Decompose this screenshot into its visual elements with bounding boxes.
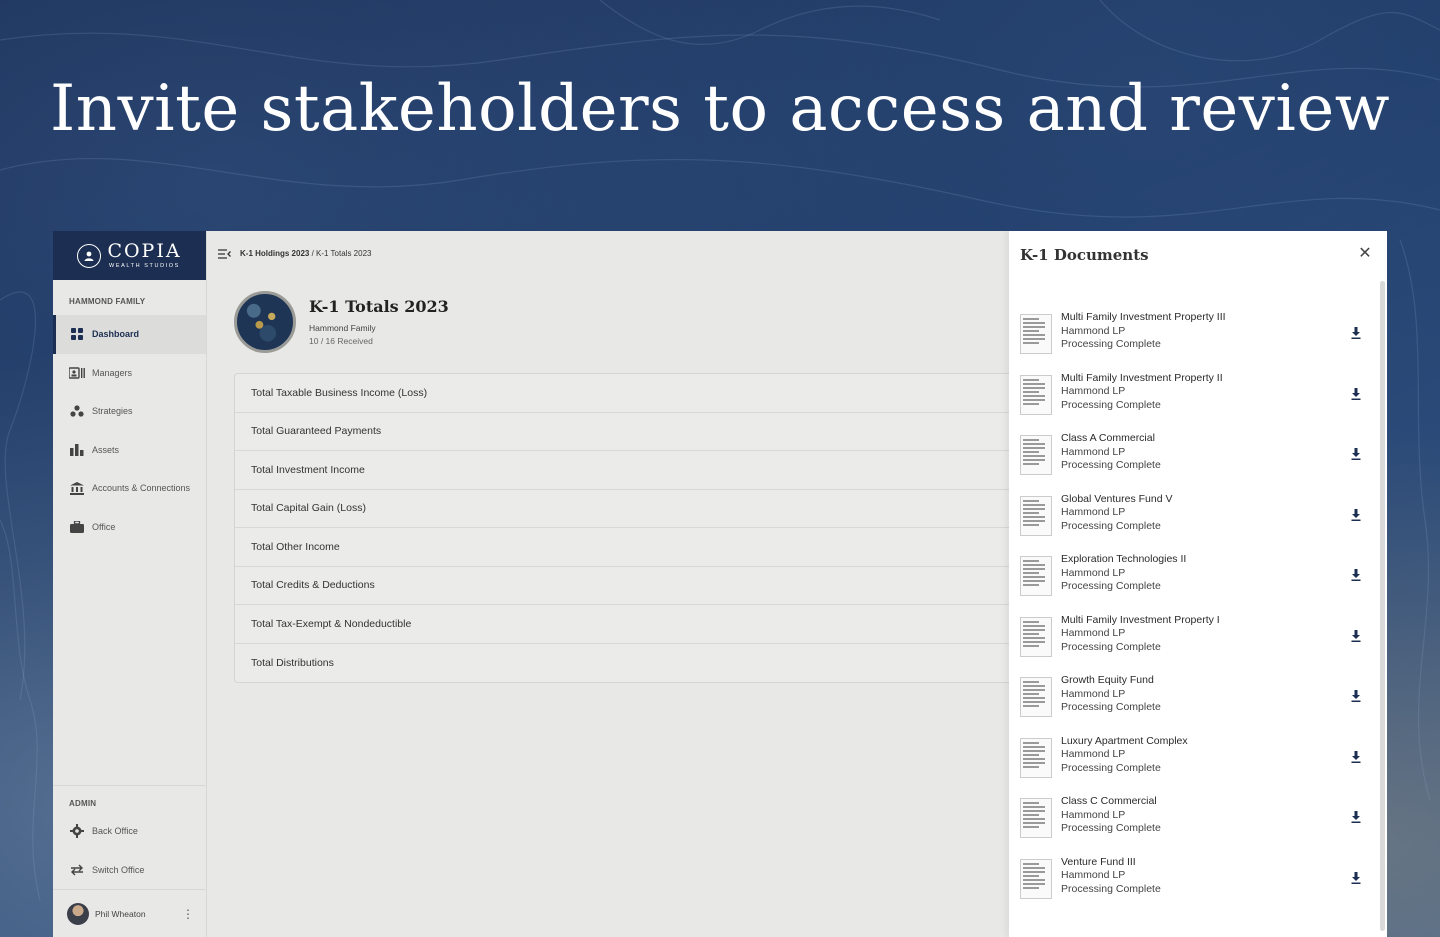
brand-seal-icon [77, 244, 101, 268]
document-entity: Hammond LP [1061, 385, 1126, 397]
document-row[interactable] [1009, 432, 1379, 493]
dashboard-icon [69, 326, 85, 342]
document-thumbnail [1020, 375, 1052, 415]
document-name: Class A Commercial [1061, 432, 1155, 444]
total-row[interactable]: Total Tax-Exempt & Nondeductible [235, 605, 1023, 644]
document-thumbnail [1020, 798, 1052, 838]
sidebar-item-office[interactable] [53, 508, 206, 547]
document-name: Luxury Apartment Complex [1061, 734, 1188, 747]
download-icon[interactable] [1349, 508, 1363, 522]
family-label: HAMMOND FAMILY [69, 297, 146, 306]
more-options-icon[interactable]: ⋮ [182, 906, 194, 921]
document-entity: Hammond LP [1061, 808, 1126, 821]
document-name: Class C Commercial [1061, 795, 1157, 807]
total-row[interactable]: Total Guaranteed Payments [235, 413, 1023, 452]
sidebar-item-label: Switch Office [92, 864, 145, 875]
document-entity: Hammond LP [1061, 566, 1126, 579]
totals-list [234, 373, 1024, 683]
document-row[interactable] [1009, 311, 1379, 372]
document-entity: Hammond LP [1061, 687, 1126, 700]
document-entity: Hammond LP [1061, 869, 1126, 881]
briefcase-icon [69, 519, 85, 535]
document-status: Processing Complete [1061, 519, 1161, 532]
gear-icon [69, 823, 85, 839]
sidebar [53, 231, 207, 937]
document-thumbnail [1020, 556, 1052, 596]
document-status: Processing Complete [1061, 882, 1161, 895]
document-status: Processing Complete [1061, 459, 1161, 471]
breadcrumb [240, 249, 371, 258]
received-count: 10 / 16 Received [309, 335, 373, 346]
document-name: Growth Equity Fund [1061, 674, 1154, 686]
document-row[interactable] [1009, 735, 1379, 796]
download-icon[interactable] [1349, 871, 1363, 885]
document-name: Global Ventures Fund V [1061, 492, 1173, 505]
sidebar-item-assets[interactable] [53, 431, 206, 470]
download-icon[interactable] [1349, 447, 1363, 461]
download-icon[interactable] [1349, 629, 1363, 643]
sidebar-item-label: Strategies [92, 406, 133, 417]
download-icon[interactable] [1349, 326, 1363, 340]
app-window [53, 231, 1387, 937]
document-row[interactable] [1009, 856, 1379, 917]
document-thumbnail [1020, 738, 1052, 778]
document-row[interactable] [1009, 614, 1379, 675]
document-status: Processing Complete [1061, 761, 1161, 774]
document-thumbnail [1020, 314, 1052, 354]
document-entity: Hammond LP [1061, 324, 1126, 337]
document-list [1009, 311, 1379, 916]
sidebar-item-label: Assets [92, 444, 120, 455]
document-thumbnail [1020, 617, 1052, 657]
user-profile[interactable] [53, 889, 206, 937]
holding-image [234, 291, 296, 353]
main-content [207, 231, 1009, 937]
document-row[interactable] [1009, 553, 1379, 614]
admin-section [53, 785, 206, 889]
document-status: Processing Complete [1061, 701, 1161, 713]
document-status: Processing Complete [1061, 580, 1161, 592]
breadcrumb-current: K-1 Totals 2023 [316, 249, 372, 258]
download-icon[interactable] [1349, 750, 1363, 764]
breadcrumb-separator: / [309, 249, 317, 258]
assets-icon [69, 442, 85, 458]
drawer-scrollbar[interactable] [1380, 281, 1385, 931]
download-icon[interactable] [1349, 810, 1363, 824]
breadcrumb-parent[interactable]: K-1 Holdings 2023 [240, 249, 310, 258]
managers-icon [69, 365, 85, 381]
topbar [207, 231, 1009, 276]
document-status: Processing Complete [1061, 640, 1161, 653]
document-thumbnail [1020, 677, 1052, 717]
drawer-title: K-1 Documents [1020, 246, 1149, 264]
document-name: Exploration Technologies II [1061, 553, 1187, 565]
total-row[interactable]: Total Investment Income [235, 451, 1023, 490]
collapse-sidebar-icon[interactable] [217, 247, 231, 261]
total-row[interactable]: Total Distributions [251, 656, 334, 669]
sidebar-item-back-office[interactable] [53, 812, 206, 851]
switch-icon [69, 862, 85, 878]
download-icon[interactable] [1349, 568, 1363, 582]
sidebar-item-label: Managers [92, 367, 133, 378]
document-name: Multi Family Investment Property III [1061, 311, 1226, 323]
sidebar-item-managers[interactable] [53, 354, 206, 393]
total-row[interactable]: Total Taxable Business Income (Loss) [235, 374, 1023, 413]
total-row[interactable]: Total Other Income [235, 528, 1023, 567]
document-status: Processing Complete [1061, 338, 1161, 350]
family-name: Hammond Family [309, 323, 376, 333]
document-name: Multi Family Investment Property II [1061, 371, 1223, 384]
sidebar-item-strategies[interactable] [53, 392, 206, 431]
document-status: Processing Complete [1061, 398, 1161, 411]
document-entity: Hammond LP [1061, 748, 1126, 760]
download-icon[interactable] [1349, 387, 1363, 401]
document-entity: Hammond LP [1061, 445, 1126, 458]
strategies-icon [69, 403, 85, 419]
bank-icon [69, 480, 85, 496]
brand-logo[interactable] [53, 231, 206, 280]
document-thumbnail [1020, 435, 1052, 475]
document-thumbnail [1020, 496, 1052, 536]
brand-name: COPIA [107, 239, 182, 262]
headline: Invite stakeholders to access and review [49, 72, 1391, 146]
sidebar-item-label: Dashboard [92, 329, 140, 340]
total-row[interactable]: Total Capital Gain (Loss) [235, 490, 1023, 529]
document-row[interactable] [1009, 372, 1379, 433]
document-status: Processing Complete [1061, 822, 1161, 834]
sidebar-item-label: Back Office [92, 826, 138, 837]
document-row[interactable] [1009, 795, 1379, 856]
page-title: K-1 Totals 2023 [309, 297, 449, 316]
close-icon[interactable]: ✕ [1358, 245, 1372, 262]
document-row[interactable] [1009, 674, 1379, 735]
sidebar-item-label: Accounts & Connections [92, 483, 191, 494]
document-name: Venture Fund III [1061, 855, 1136, 868]
sidebar-item-dashboard[interactable] [53, 315, 206, 354]
sidebar-item-switch-office[interactable] [53, 851, 206, 890]
download-icon[interactable] [1349, 689, 1363, 703]
document-entity: Hammond LP [1061, 627, 1126, 639]
avatar [67, 903, 89, 925]
total-row[interactable]: Total Credits & Deductions [235, 567, 1023, 606]
document-name: Multi Family Investment Property I [1061, 613, 1220, 626]
document-row[interactable] [1009, 493, 1379, 554]
sidebar-item-label: Office [92, 521, 116, 532]
user-name: Phil Wheaton [95, 908, 146, 919]
admin-label: ADMIN [69, 799, 97, 808]
document-entity: Hammond LP [1061, 506, 1126, 518]
document-thumbnail [1020, 859, 1052, 899]
brand-tagline: WEALTH STUDIOS [109, 262, 180, 269]
k1-documents-drawer [1009, 231, 1387, 937]
page-header [207, 276, 1009, 353]
sidebar-item-accounts[interactable] [53, 469, 206, 508]
